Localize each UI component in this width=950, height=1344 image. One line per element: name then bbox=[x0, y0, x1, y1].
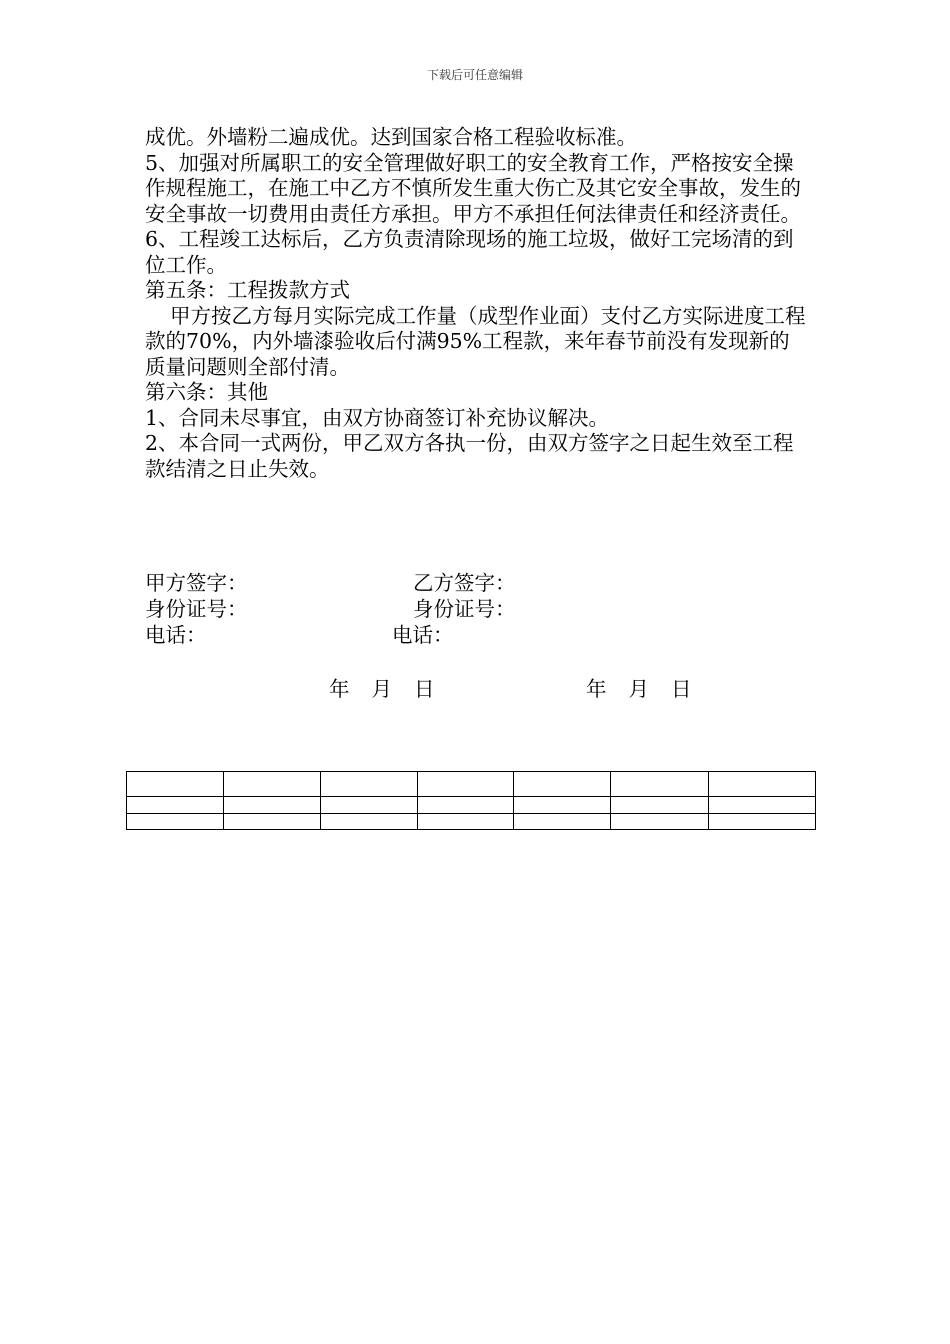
table-cell bbox=[709, 797, 816, 814]
paragraph-safety-management: 5、加强对所属职工的安全管理做好职工的安全教育工作，严格按安全操作规程施工，在施工中乙方不慎所发生重大伤亡及其它安全事故，发生的安全事故一切费用由责任方承担。甲方不承担任何法律责任和经济责任。 bbox=[145, 150, 801, 226]
party-b-date bbox=[586, 672, 714, 702]
table-cell bbox=[320, 797, 417, 814]
party-a-phone-label: 电话： bbox=[145, 623, 207, 647]
table-row bbox=[127, 814, 816, 830]
table-cell bbox=[514, 772, 611, 797]
table-cell bbox=[127, 814, 224, 830]
page-header-note: 下载后可任意编辑 bbox=[426, 68, 523, 82]
table-cell bbox=[320, 814, 417, 830]
table-cell bbox=[611, 772, 709, 797]
section-heading-payment: 第五条：工程拨款方式 bbox=[145, 278, 350, 302]
paragraph-site-cleanup: 6、工程竣工达标后，乙方负责清除现场的施工垃圾，做好工完场清的到位工作。 bbox=[145, 227, 794, 277]
paragraph-payment-terms: 甲方按乙方每月实际完成工作量（成型作业面）支付乙方实际进度工程款的70%，内外墙漆验收后付满95%工程款，来年春节前没有发现新的质量问题则全部付清。 bbox=[145, 303, 806, 379]
table-cell bbox=[709, 772, 816, 797]
table-cell bbox=[320, 772, 417, 797]
table-cell bbox=[223, 772, 320, 797]
party-a-signature-label: 甲方签字： bbox=[145, 571, 248, 595]
party-b-id-label: 身份证号： bbox=[413, 597, 516, 621]
date-year: 年 bbox=[586, 677, 607, 701]
date-day: 日 bbox=[414, 677, 435, 701]
contract-body bbox=[145, 125, 810, 482]
table-cell bbox=[611, 797, 709, 814]
table-cell bbox=[514, 814, 611, 830]
table-cell bbox=[417, 814, 514, 830]
table-cell bbox=[417, 772, 514, 797]
table-cell bbox=[223, 814, 320, 830]
party-a-id-label: 身份证号： bbox=[145, 597, 248, 621]
table-cell bbox=[223, 797, 320, 814]
blank-table bbox=[126, 771, 816, 830]
date-year: 年 bbox=[329, 677, 350, 701]
paragraph-supplementary-agreement: 1、合同未尽事宜，由双方协商签订补充协议解决。 bbox=[145, 405, 610, 430]
table-cell bbox=[514, 797, 611, 814]
table-cell bbox=[127, 772, 224, 797]
table-cell bbox=[709, 814, 816, 830]
party-b-phone-label: 电话： bbox=[392, 623, 454, 647]
date-month: 月 bbox=[371, 677, 392, 701]
section-heading-other: 第六条：其他 bbox=[145, 380, 268, 404]
table-cell bbox=[417, 797, 514, 814]
table-row bbox=[127, 772, 816, 797]
paragraph-quality-standard: 成优。外墙粉二遍成优。达到国家合格工程验收标准。 bbox=[145, 125, 637, 149]
table-cell bbox=[127, 797, 224, 814]
party-b-signature-label: 乙方签字： bbox=[413, 571, 516, 595]
party-a-date bbox=[329, 672, 457, 702]
date-day: 日 bbox=[671, 677, 692, 701]
date-month: 月 bbox=[628, 677, 649, 701]
table-row bbox=[127, 797, 816, 814]
paragraph-copies-validity: 2、本合同一式两份，甲乙双方各执一份，由双方签字之日起生效至工程款结清之日止失效。 bbox=[145, 431, 794, 481]
table-cell bbox=[611, 814, 709, 830]
